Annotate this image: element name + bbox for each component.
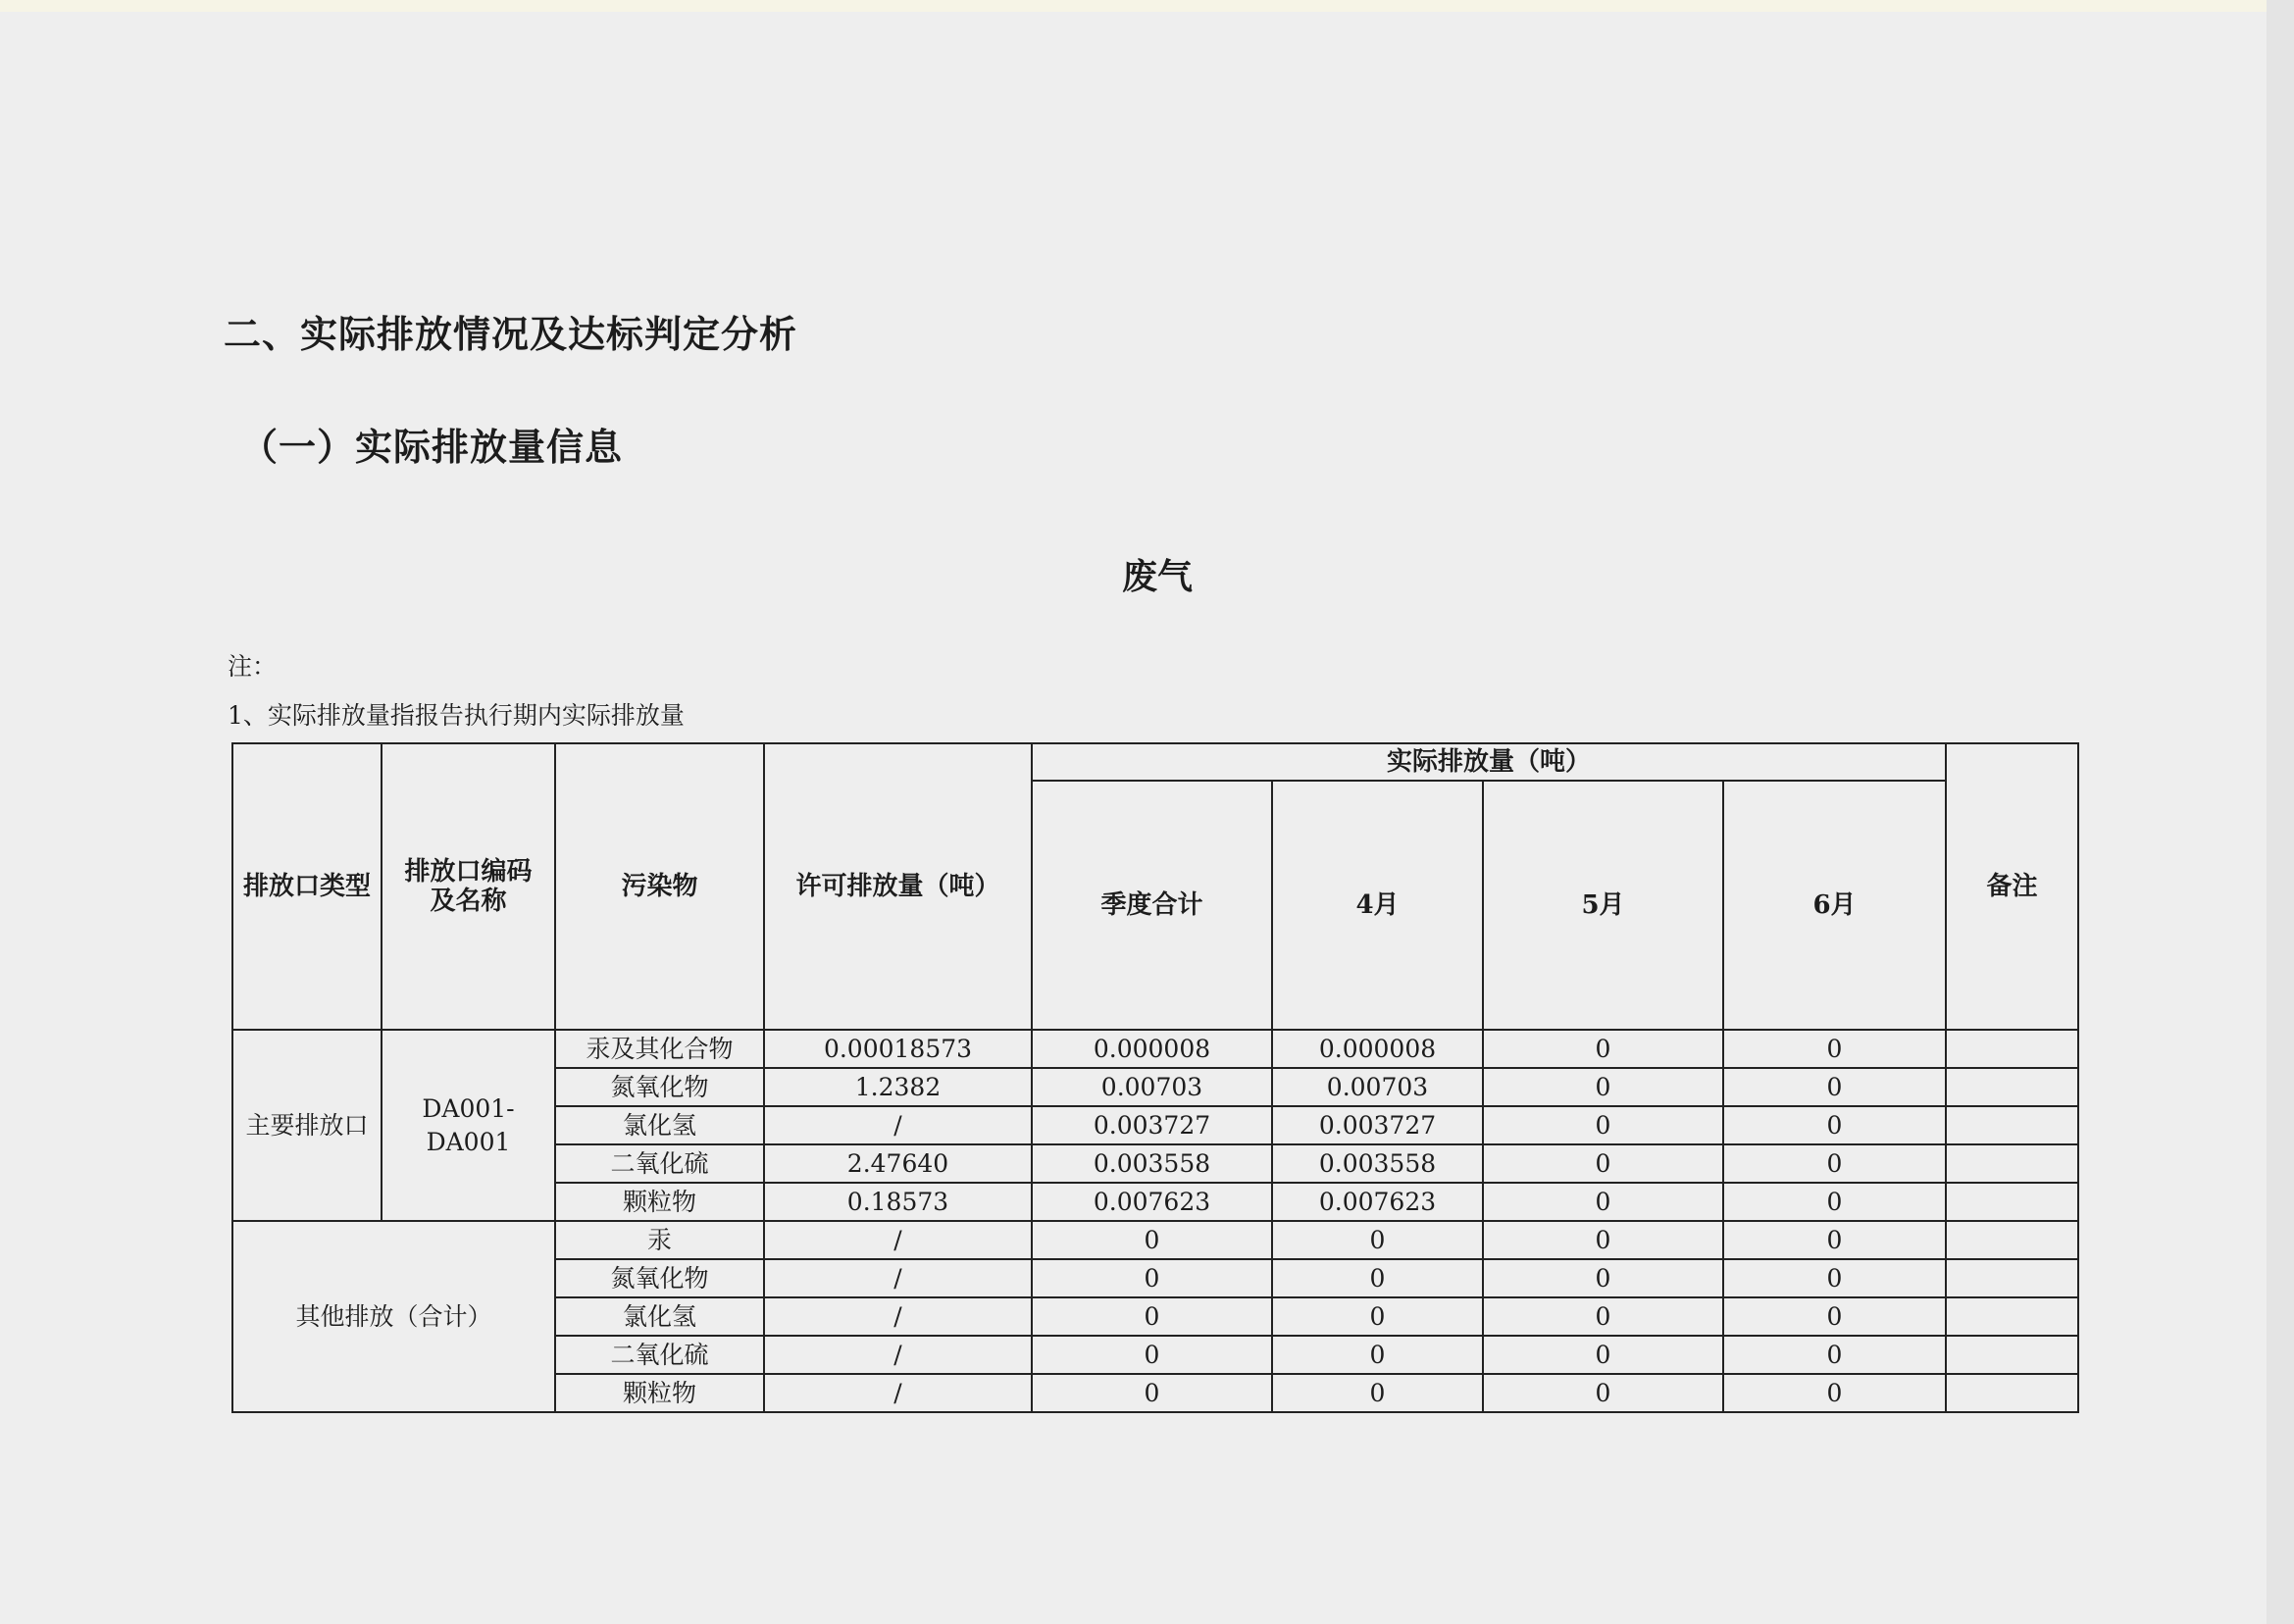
header-actual-group: 实际排放量（吨）: [1032, 743, 1946, 781]
total-cell: 0: [1032, 1297, 1272, 1336]
may-cell: 0: [1483, 1183, 1723, 1221]
remark-cell: [1946, 1183, 2078, 1221]
permitted-cell: /: [764, 1259, 1032, 1297]
section-heading: 二、实际排放情况及达标判定分析: [224, 312, 798, 356]
permitted-cell: /: [764, 1336, 1032, 1374]
permitted-cell: /: [764, 1106, 1032, 1144]
header-permitted: 许可排放量（吨）: [764, 743, 1032, 1030]
pollutant-cell: 氮氧化物: [555, 1068, 764, 1106]
header-pollutant: 污染物: [555, 743, 764, 1030]
total-cell: 0.003558: [1032, 1144, 1272, 1183]
permitted-cell: 2.47640: [764, 1144, 1032, 1183]
april-cell: 0: [1272, 1297, 1483, 1336]
header-april: 4月: [1272, 781, 1483, 1030]
total-cell: 0.00703: [1032, 1068, 1272, 1106]
pollutant-cell: 氯化氢: [555, 1297, 764, 1336]
header-outlet-type: 排放口类型: [232, 743, 382, 1030]
may-cell: 0: [1483, 1297, 1723, 1336]
note-label: 注：: [228, 652, 278, 681]
permitted-cell: 1.2382: [764, 1068, 1032, 1106]
header-june: 6月: [1723, 781, 1946, 1030]
header-quarter-total: 季度合计: [1032, 781, 1272, 1030]
june-cell: 0: [1723, 1336, 1946, 1374]
table-row: [232, 1221, 2078, 1259]
total-cell: 0: [1032, 1221, 1272, 1259]
subsection-heading: （一）实际排放量信息: [240, 425, 624, 469]
may-cell: 0: [1483, 1374, 1723, 1412]
remark-cell: [1946, 1221, 2078, 1259]
permitted-cell: 0.18573: [764, 1183, 1032, 1221]
header-remark: 备注: [1946, 743, 2078, 1030]
other-outlet-type: 其他排放（合计）: [232, 1221, 555, 1412]
april-cell: 0.00703: [1272, 1068, 1483, 1106]
main-outlet-type: 主要排放口: [232, 1030, 382, 1221]
june-cell: 0: [1723, 1030, 1946, 1068]
permitted-cell: /: [764, 1297, 1032, 1336]
note-item-1: 1、实际排放量指报告执行期内实际排放量: [228, 701, 685, 730]
april-cell: 0.007623: [1272, 1183, 1483, 1221]
permitted-cell: /: [764, 1374, 1032, 1412]
june-cell: 0: [1723, 1374, 1946, 1412]
permitted-cell: /: [764, 1221, 1032, 1259]
remark-cell: [1946, 1106, 2078, 1144]
may-cell: 0: [1483, 1106, 1723, 1144]
june-cell: 0: [1723, 1144, 1946, 1183]
emission-table: [231, 742, 2079, 1413]
remark-cell: [1946, 1374, 2078, 1412]
main-outlet-code: DA001-DA001: [382, 1030, 555, 1221]
april-cell: 0.000008: [1272, 1030, 1483, 1068]
total-cell: 0.007623: [1032, 1183, 1272, 1221]
pollutant-cell: 颗粒物: [555, 1374, 764, 1412]
april-cell: 0.003558: [1272, 1144, 1483, 1183]
may-cell: 0: [1483, 1030, 1723, 1068]
total-cell: 0: [1032, 1259, 1272, 1297]
pollutant-cell: 颗粒物: [555, 1183, 764, 1221]
remark-cell: [1946, 1068, 2078, 1106]
remark-cell: [1946, 1144, 2078, 1183]
pollutant-cell: 二氧化硫: [555, 1144, 764, 1183]
remark-cell: [1946, 1297, 2078, 1336]
june-cell: 0: [1723, 1221, 1946, 1259]
june-cell: 0: [1723, 1259, 1946, 1297]
remark-cell: [1946, 1259, 2078, 1297]
may-cell: 0: [1483, 1221, 1723, 1259]
total-cell: 0: [1032, 1374, 1272, 1412]
june-cell: 0: [1723, 1106, 1946, 1144]
permitted-cell: 0.00018573: [764, 1030, 1032, 1068]
june-cell: 0: [1723, 1297, 1946, 1336]
remark-cell: [1946, 1030, 2078, 1068]
may-cell: 0: [1483, 1336, 1723, 1374]
pollutant-cell: 氮氧化物: [555, 1259, 764, 1297]
table-title: 废气: [1121, 556, 1193, 597]
header-may: 5月: [1483, 781, 1723, 1030]
june-cell: 0: [1723, 1068, 1946, 1106]
june-cell: 0: [1723, 1183, 1946, 1221]
may-cell: 0: [1483, 1068, 1723, 1106]
pollutant-cell: 氯化氢: [555, 1106, 764, 1144]
pollutant-cell: 汞: [555, 1221, 764, 1259]
total-cell: 0: [1032, 1336, 1272, 1374]
april-cell: 0.003727: [1272, 1106, 1483, 1144]
pollutant-cell: 汞及其化合物: [555, 1030, 764, 1068]
table-row: [232, 1030, 2078, 1068]
total-cell: 0.000008: [1032, 1030, 1272, 1068]
remark-cell: [1946, 1336, 2078, 1374]
april-cell: 0: [1272, 1374, 1483, 1412]
may-cell: 0: [1483, 1259, 1723, 1297]
pollutant-cell: 二氧化硫: [555, 1336, 764, 1374]
scan-right-edge: [2267, 0, 2294, 1624]
april-cell: 0: [1272, 1221, 1483, 1259]
may-cell: 0: [1483, 1144, 1723, 1183]
scan-top-strip: [0, 0, 2294, 12]
april-cell: 0: [1272, 1336, 1483, 1374]
header-outlet-code: 排放口编码及名称: [382, 743, 555, 1030]
total-cell: 0.003727: [1032, 1106, 1272, 1144]
april-cell: 0: [1272, 1259, 1483, 1297]
